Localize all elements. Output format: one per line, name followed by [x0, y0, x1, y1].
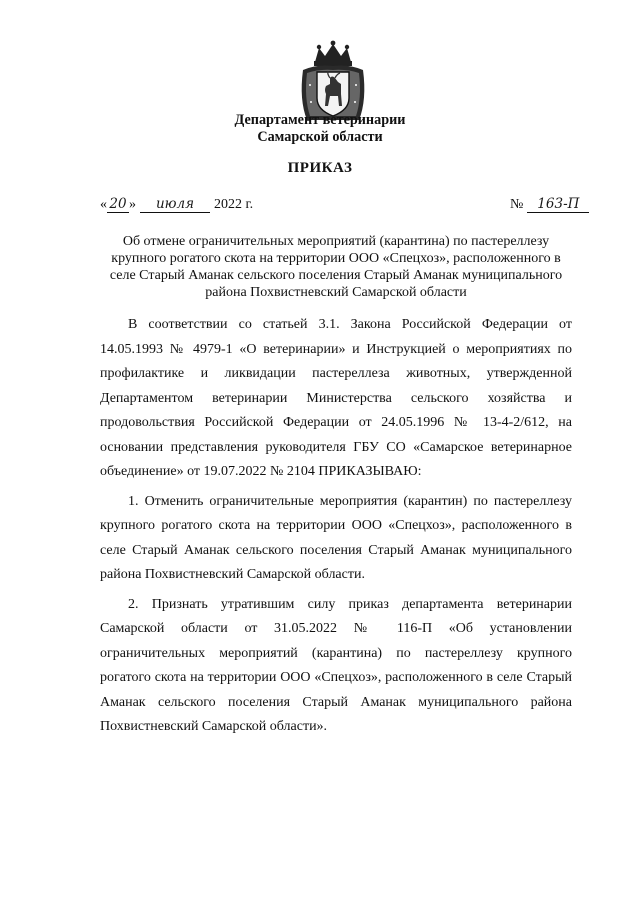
- order-body: [100, 313, 572, 745]
- order-date: [100, 196, 253, 213]
- department-name-line2: Самарской области: [257, 129, 383, 145]
- date-year: 2022 г.: [214, 197, 254, 212]
- date-month: июля: [140, 196, 210, 213]
- date-open-quote: «: [100, 197, 107, 212]
- clause-1-paragraph: 1. Отменить ограничительные мероприятия (карантин) по пастереллезу крупного рогатого скота на территории ООО «Спецхоз», расположенного в селе Старый Аманак сельского поселения Старый Аманак муниципального района Похвистневский Самарской области.: [100, 493, 572, 582]
- date-day: 20: [107, 196, 129, 213]
- department-name-line1: Департамент ветеринарии: [234, 112, 406, 128]
- document-type-title: ПРИКАЗ: [287, 160, 353, 176]
- number-value: 163-П: [527, 196, 589, 213]
- preamble-paragraph: В соответствии со статьей 3.1. Закона Российской Федерации от 14.05.1993 № 4979-1 «О ветеринарии» и Инструкцией о мероприятиях по профилактике и ликвидации пастереллеза животных, утвержденной Департаментом ветеринарии Министерства сельского хозяйства и продовольствия Российской Федерации от 24.05.1996 № 13-4-2/612, на основании представления руководителя ГБУ СО «Самарское ветеринарное объединение» от 19.07.2022 № 2104 ПРИКАЗЫВАЮ:: [100, 317, 572, 479]
- number-label: №: [510, 197, 524, 212]
- clause-2-paragraph: 2. Признать утратившим силу приказ департамента ветеринарии Самарской области от 31.05.2022 № 116-П «Об установлении ограничительных мероприятий (карантина) по пастереллезу крупного рогатого скота на территории ООО «Спецхоз», расположенного в селе Старый Аманак сельского поселения Старый Аманак муниципального района Похвистневский Самарской области».: [100, 596, 572, 734]
- order-subject: Об отмене ограничительных мероприятий (карантина) по пастереллезу крупного рогатого скота на территории ООО «Спецхоз», расположенного в селе Старый Аманак сельского поселения Старый Аманак муниципального района Похвистневский Самарской области: [109, 234, 563, 300]
- date-close-quote: »: [129, 197, 136, 212]
- order-number: [510, 196, 589, 213]
